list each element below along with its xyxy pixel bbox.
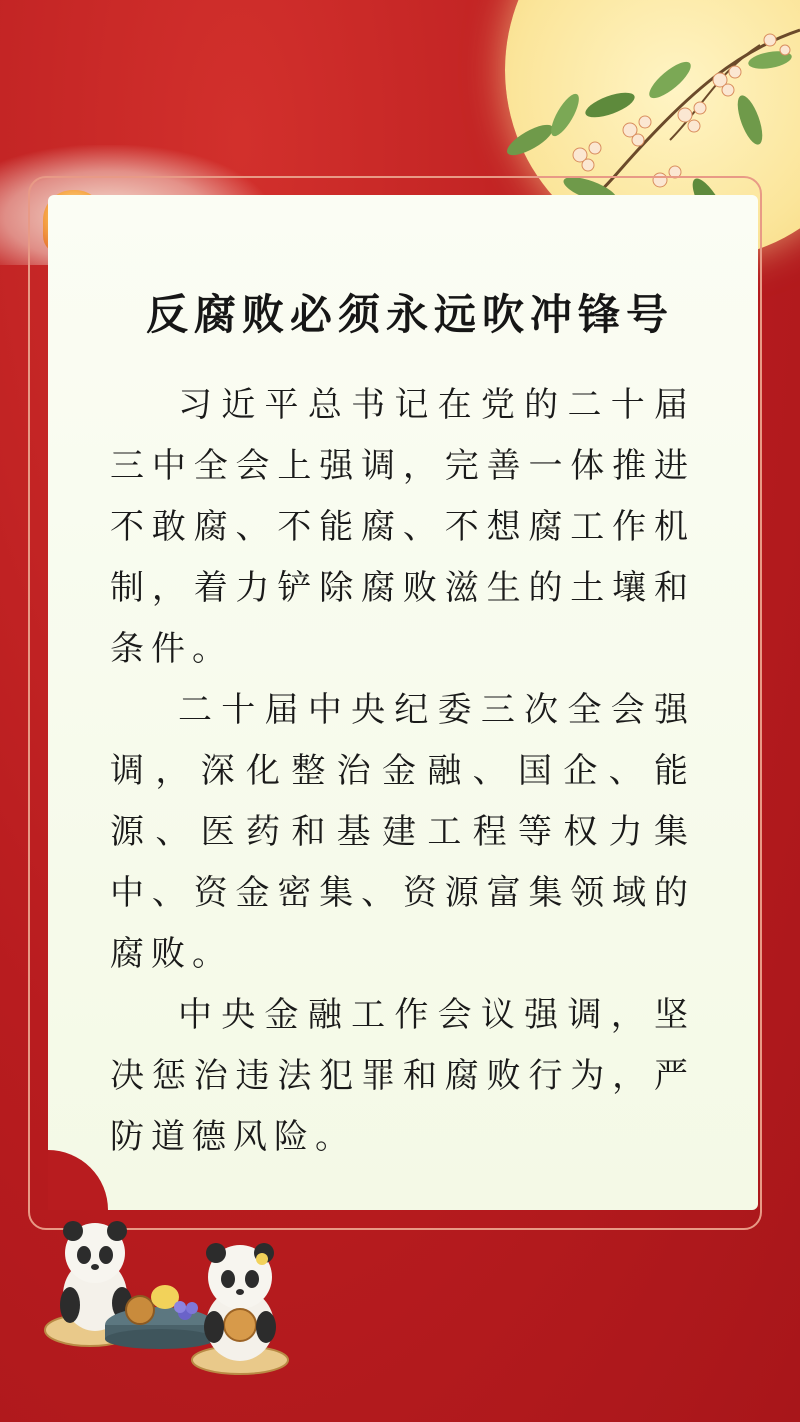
paragraph: 中央金融工作会议强调，坚决惩治违法犯罪和腐败行为，严防道德风险。 [110,995,695,1157]
poster-body [110,375,695,1168]
paragraph: 习近平总书记在党的二十届三中全会上强调，完善一体推进不敢腐、不能腐、不想腐工作机制，着力铲除腐败滋生的土壤和条件。 [110,385,695,669]
poster-title: 反腐败必须永远吹冲锋号 [145,290,674,339]
paragraph: 二十届中央纪委三次全会强调，深化整治金融、国企、能源、医药和基建工程等权力集中、资金密集、资源富集领域的腐败。 [110,690,695,974]
pandas-mooncake-icon [40,1215,300,1375]
